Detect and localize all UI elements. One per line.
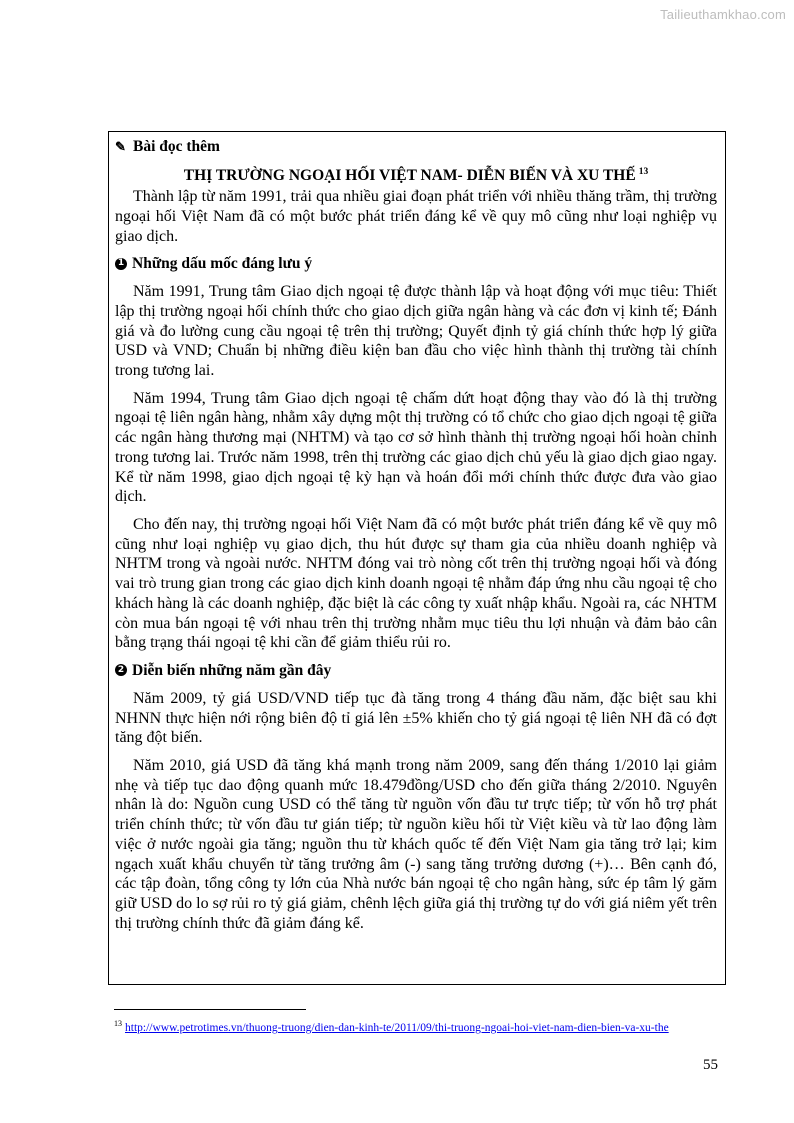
box-label: Bài đọc thêm [133, 138, 220, 155]
paragraph: Năm 1994, Trung tâm Giao dịch ngoại tệ chấm dứt hoạt động thay vào đó là thị trường ngoại tệ liên ngân hàng, nhằm xây dựng một thị trường có tổ chức cho giao dịch ngoại tệ giữa các ngân hàng thương mại (NHTM) và tạo cơ sở hình thành thị trường ngoại hối hoàn chỉnh trong tương lai. Trước năm 1998, trên thị trường các giao dịch chủ yếu là giao dịch giao ngay. Kể từ năm 1998, giao dịch ngoại tệ kỳ hạn và hoán đổi mới chính thức được đưa vào giao dịch. [115, 389, 717, 506]
number-1-icon: 1 [115, 258, 127, 270]
section-heading-1 [115, 254, 717, 273]
paragraph: Cho đến nay, thị trường ngoại hối Việt Nam đã có một bước phát triển đáng kể về quy mô cũng như loại nghiệp vụ giao dịch, thu hút được sự tham gia của nhiều doanh nghiệp và NHTM trong và ngoài nước. NHTM đóng vai trò nòng cốt trên thị trường ngoại hối và đóng vai trò trung gian trong các giao dịch kinh doanh ngoại tệ nhằm đáp ứng nhu cầu ngoại tệ cho khách hàng là các doanh nghiệp, đặc biệt là các công ty xuất nhập khẩu. Ngoài ra, các NHTM còn mua bán ngoại tệ với nhau trên thị trường nhằm mục tiêu thu lợi nhuận và đảm bảo cân bằng trạng thái ngoại tệ khi cần để giảm thiểu rủi ro. [115, 516, 717, 652]
article-title [115, 161, 717, 187]
paragraph: Năm 2009, tỷ giá USD/VND tiếp tục đà tăng trong 4 tháng đầu năm, đặc biệt sau khi NHNN thực hiện nới rộng biên độ tỉ giá lên ±5% khiến cho tỷ giá ngoại tệ liên NH đã có đợt tăng đột biến. [115, 689, 717, 747]
footnote [114, 1016, 724, 1036]
watermark: Tailieuthamkhao.com [660, 7, 786, 22]
page-number: 55 [703, 1057, 718, 1073]
section-heading-text: Diễn biến những năm gần đây [132, 661, 332, 679]
pencil-icon: ✎ [115, 139, 126, 154]
footnote-link[interactable]: http://www.petrotimes.vn/thuong-truong/dien-dan-kinh-te/2011/09/thi-truong-ngoai-hoi-viet-nam-dien-bien-va-xu-the [125, 1021, 669, 1034]
box-header [115, 137, 717, 156]
number-2-icon: 2 [115, 664, 127, 676]
section-heading-text: Những dấu mốc đáng lưu ý [132, 255, 313, 273]
paragraph: Năm 2010, giá USD đã tăng khá mạnh trong năm 2009, sang đến tháng 1/2010 lại giảm nhẹ và tiếp tục dao động quanh mức 18.479đồng/USD cho đến giữa tháng 2/2010. Nguyên nhân là do: Nguồn cung USD có thể tăng từ nguồn vốn đầu tư trực tiếp; từ vốn hỗ trợ phát triển chính thức; từ vốn đầu tư gián tiếp; từ nguồn kiều hối từ Việt kiều và từ lao động làm việc ở nước ngoài gia tăng; nguồn thu từ khách quốc tế đến Việt Nam gia tăng trở lại; kim ngạch xuất khẩu chuyển từ tăng trưởng âm (-) sang tăng trưởng dương (+)… Bên cạnh đó, các tập đoàn, tổng công ty lớn của Nhà nước bán ngoại tệ cho ngân hàng, sức ép tâm lý găm giữ USD do lo sợ rủi ro tỷ giá giảm, chênh lệch giữa giá thị trường tự do với giá niêm yết trên thị trường chính thức đã giảm đáng kể. [115, 757, 717, 932]
section-heading-2 [115, 661, 717, 680]
footnote-ref[interactable]: 13 [638, 167, 649, 177]
intro-paragraph: Thành lập từ năm 1991, trải qua nhiều giai đoạn phát triển với nhiều thăng trầm, thị trường ngoại hối Việt Nam đã có một bước phát triển đáng kể về quy mô cũng như loại nghiệp vụ giao dịch. [115, 188, 717, 245]
footnote-divider [114, 1009, 306, 1010]
paragraph: Năm 1991, Trung tâm Giao dịch ngoại tệ được thành lập và hoạt động với mục tiêu: Thiết lập thị trường ngoại hối chính thức cho giao dịch giữa ngân hàng và các đơn vị kinh tế; Đánh giá và đo lường cung cầu ngoại tệ trên thị trường; Quyết định tỷ giá chính thức hợp lý giữa USD và VND; Chuẩn bị những điều kiện ban đầu cho việc hình thành thị trường tài chính trong tương lai. [115, 283, 717, 380]
reading-box [108, 131, 726, 985]
title-text: THỊ TRƯỜNG NGOẠI HỐI VIỆT NAM- DIỄN BIẾN VÀ XU THẾ [183, 167, 636, 185]
footnote-number: 13 [114, 1019, 122, 1028]
